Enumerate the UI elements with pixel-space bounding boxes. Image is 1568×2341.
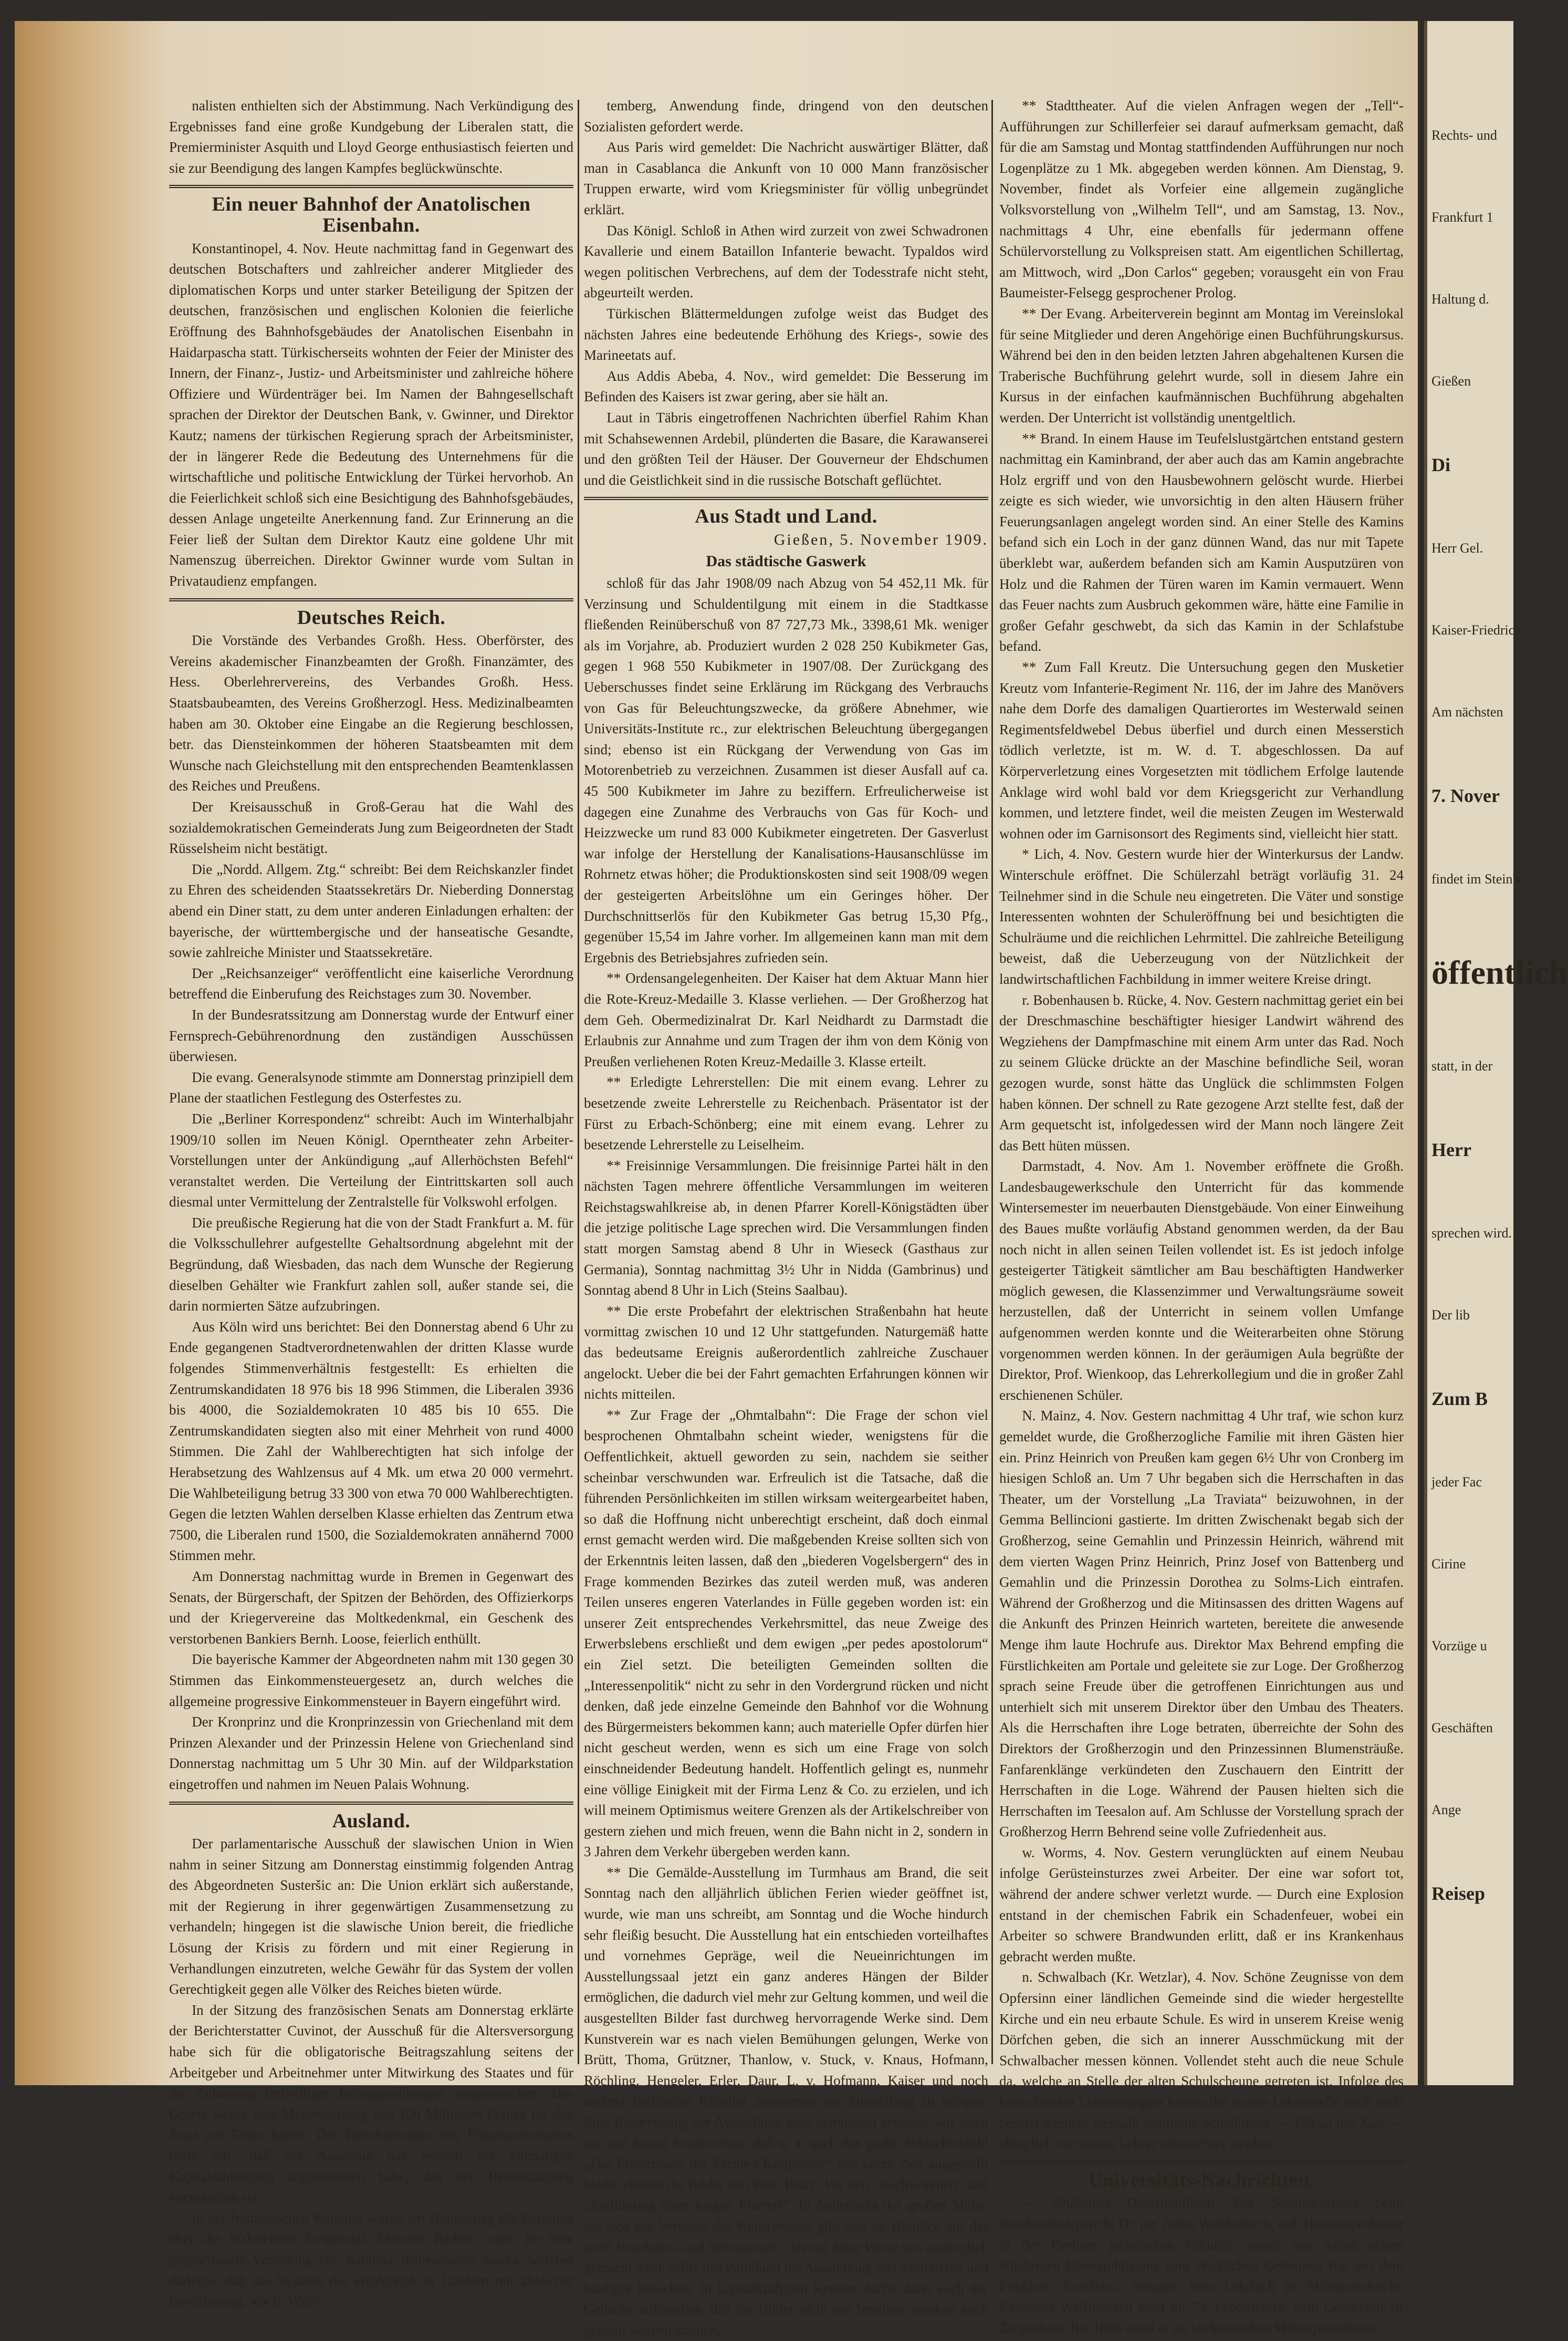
adjacent-page-fragment: Herr	[1431, 1139, 1471, 1160]
article-paragraph: Die evang. Generalsynode stimmte am Donnerstag prinzipiell dem Plane der staatlichen Festlegung des Osterfestes zu.	[169, 1069, 573, 1106]
article-paragraph: ** Der Evang. Arbeiterverein beginnt am Montag im Vereinslokal für seine Mitglieder und deren Angehörige einen Buchführungskursus. Während bei den in den beiden letzten Jahren abgehaltenen Kursen die Traberische Buchführung gelehrt wurde, soll in diesem Jahre ein Kursus in der einfachen kaufmännischen Buchführung abgehalten werden. Der Unterricht ist vollständig unentgeltlich.	[999, 305, 1404, 425]
article-paragraph: Das Königl. Schloß in Athen wird zurzeit von zwei Schwadronen Kavallerie und einem Bataillon Infanterie bewacht. Typaldos wird wegen politischen Verbrechens, auf dem der Todesstrafe nicht steht, abgeurteilt werden.	[584, 222, 988, 301]
adjacent-page-fragment: Zum B	[1431, 1388, 1488, 1409]
article-paragraph: ** Ordensangelegenheiten. Der Kaiser hat dem Aktuar Mann hier die Rote-Kreuz-Medaille 3. Klasse verliehen. — Der Großherzog hat dem Geh. Obermedizinalrat Dr. Karl Neidhardt zu Darmstadt die Erlaubnis zur Annahme und zum Tragen der ihm von dem König von Preußen verliehenen Roten Kreuz-Medaille 3. Klasse erteilt.	[584, 970, 988, 1069]
section-heading: Aus Stadt und Land.	[695, 505, 877, 528]
adjacent-page-fragment: Ange	[1431, 1802, 1461, 1817]
adjacent-page-fragment: Frankfurt 1	[1431, 210, 1493, 225]
section-heading: Ausland.	[332, 1809, 411, 1832]
article-paragraph: schloß für das Jahr 1908/09 nach Abzug von 54 452,11 Mk. für Verzinsung und Schuldentilgung mit einem in die Stadtkasse fließenden Reinüberschuß von 87 727,73 Mk., 3398,61 Mk. weniger als im Vorjahre, ab. Produziert wurden 2 028 250 Kubikmeter Gas, gegen 1 968 550 Kubikmeter in 1907/08. Der Zurückgang des Ueberschusses findet seine Erklärung im Rückgang des Verbrauchs von Gas für Beleuchtungszwecke, da größere Abnehmer, wie Universitäts-Institute rc., zur elektrischen Beleuchtung übergegangen sind; ebenso ist ein Rückgang der Verwendung von Gas im Motorenbetrieb zu verzeichnen. Zusammen ist dieser Ausfall auf ca. 45 500 Kubikmeter im Jahre zu beziffern. Erfreulicherweise ist dagegen eine Zunahme des Verbrauchs von Gas für Koch- und Heizzwecke um rund 83 000 Kubikmeter eingetreten. Der Gasverlust war infolge der Herstellung der Kanalisations-Hausanschlüsse im Rohrnetz etwas höher; die Produktionskosten sind seit 1908/09 wegen der gesteigerten Arbeitslöhne um ein Geringes höher. Der Durchschnittserlös für den Kubikmeter Gas betrug 15,30 Pfg., gegenüber 15,54 im Jahre vorher. Im allgemeinen kann man mit dem Ergebnis des Betriebsjahres zufrieden sein.	[584, 575, 988, 965]
article-paragraph: Die „Nordd. Allgem. Ztg.“ schreibt: Bei dem Reichskanzler findet zu Ehren des scheidenden Staatssekretärs Dr. Nieberding Donnerstag abend ein Diner statt, zu dem unter anderen Einladungen erhalten: der bayerische, der württembergische und der hanseatische Gesandte, sowie zahlreiche Minister und Staatssekretäre.	[169, 861, 573, 961]
adjacent-page-fragment: Geschäften	[1431, 1720, 1493, 1735]
adjacent-page-fragment: Vorzüge u	[1431, 1638, 1487, 1653]
adjacent-page-fragment: sprechen wird.	[1431, 1225, 1512, 1241]
article-paragraph: In der französischen Kammer wurde am Donnerstag die Beratung über die Wahlreform fortgesetzt. Mehrere Redner traten für eine proportionale Vertretung ein, darunter insbesondere Jaurès, welcher darlegte, daß das System, das erfolgreich in Ländern mit ähnlicher Bevölkerung, wie in Würt-	[169, 2210, 573, 2309]
column-divider	[991, 100, 993, 2064]
article-paragraph: ** Stadttheater. Auf die vielen Anfragen wegen der „Tell“-Aufführungen zur Schillerfeier sei darauf aufmerksam gemacht, daß für die am Samstag und Montag stattfindenden Aufführungen nur noch Logenplätze zu 1 Mk. abgegeben werden können. Am Dienstag, 9. November, findet als Vorfeier eine allgemein zugängliche Volksvorstellung von „Wilhelm Tell“, und am Samstag, 13. Nov., nachmittags 4 Uhr, eine ebenfalls für jedermann offene Schülervorstellung zu Volkspreisen statt. Am eigentlichen Schillertag, am Mittwoch, wird „Don Carlos“ gegeben; vorausgeht ein von Frau Baumeister-Felsegg gesprochener Prolog.	[999, 98, 1404, 301]
column-divider	[578, 100, 579, 2064]
adjacent-page-fragment: Kaiser-Friedrich	[1431, 622, 1522, 638]
article-paragraph: nalisten enthielten sich der Abstimmung. Nach Verkündigung des Ergebnisses fand eine große Kundgebung der Liberalen statt, die Premierminister Asquith und Lloyd George enthusiastisch feierten und sie zur Beendigung des langen Kampfes beglückwünschte.	[169, 98, 573, 176]
article-paragraph: Türkischen Blättermeldungen zufolge weist das Budget des nächsten Jahres eine bedeutende Erhöhung des Kriegs-, sowie des Marineetats auf.	[584, 305, 988, 363]
article-paragraph: Die Vorstände des Verbandes Großh. Hess. Oberförster, des Vereins akademischer Finanzbeamten der Großh. Finanzämter, des Hess. Oberlehrervereins, des Verbandes Großh. Hess. Staatsbaubeamten, des Vereins Großherzogl. Hess. Medizinalbeamten haben am 30. Oktober eine Eingabe an die Regierung beschlossen, betr. das Diensteinkommen der höheren Staatsbeamten mit dem Wunsche nach Gleichstellung mit den entsprechenden Beamtenklassen des Reiches und Preußens.	[169, 632, 573, 794]
column-1	[169, 96, 573, 2312]
adjacent-page-fragment: Haltung d.	[1431, 292, 1489, 307]
article-paragraph: w. Worms, 4. Nov. Gestern verunglückten auf einem Neubau infolge Gerüsteinsturzes zwei Arbeiter. Der eine war sofort tot, während der andere schwer verletzt wurde. — Durch eine Explosion entstand in der chemischen Fabrik ein Schadenfeuer, wobei ein Arbeiter so schwere Brandwunden erlitt, daß er ins Krankenhaus gebracht werden mußte.	[999, 1844, 1404, 1964]
article-paragraph: n. Schwalbach (Kr. Wetzlar), 4. Nov. Schöne Zeugnisse von dem Opfersinn einer ländlichen Gemeinde sind die wieder hergestellte Kirche und ein neu erbaute Schule. Es wird in unserem Kreise wenig Dörfchen geben, die sich an innerer Ausschmückung mit der Schwalbacher messen können. Vollendet steht auch die neue Schule da, welche an Stelle der alten Schulscheune getreten ist. Infolge des herrschenden Lehrermangels konnte die zweite Lehrerstelle noch nicht besetzt werden, weshalb sämtliche Schulkinder — 130 an der Zahl — alltäglich von einem Lehrer unterrichtet werden.	[999, 1969, 1404, 2152]
article-paragraph: ** Zum Fall Kreutz. Die Untersuchung gegen den Musketier Kreutz vom Infanterie-Regiment Nr. 116, der im Jahre des Manövers nahe dem Dorfe des damaligen Quartierortes im Westerwald seinen Regimentsfeldwebel Debus überfiel und durch einen Messerstich tödlich verletzte, ist m. W. d. T. abgeschlossen. Da auf Körperverletzung eines Vorgesetzten mit tödlichem Erfolge lautende Anklage wird wohl bald vor dem Kriegsgericht zur Verhandlung kommen, und letztere findet, weil die meisten Zeugen im Westerwald wohnen oder im Garnisonsort des Regiments sind, vielleicht hier statt.	[999, 659, 1404, 841]
article-paragraph: Aus Addis Abeba, 4. Nov., wird gemeldet: Die Besserung im Befinden des Kaisers ist zwar gering, aber sie hält an.	[584, 368, 988, 405]
adjacent-page-fragment: findet im Stein's	[1431, 871, 1521, 887]
article-paragraph: Laut in Täbris eingetroffenen Nachrichten überfiel Rahim Khan mit Schahsewennen Ardebil, plünderten die Basare, die Karawanserei und den größten Teil der Häuser. Der Gouverneur der Ehdschumen und die Geistlichkeit sind in die russische Botschaft geflüchtet.	[584, 409, 988, 488]
section-heading: Ein neuer Bahnhof der Anatolischen Eisenbahn.	[212, 193, 531, 236]
adjacent-page-fragment: Der lib	[1431, 1307, 1470, 1323]
section-divider	[584, 497, 988, 500]
section-divider	[169, 598, 573, 601]
section-divider	[999, 2161, 1404, 2164]
adjacent-page-fragment: jeder Fac	[1431, 1474, 1482, 1490]
column-3	[999, 96, 1404, 2339]
adjacent-page-edge	[1424, 21, 1568, 2085]
article-paragraph: ** Freisinnige Versammlungen. Die freisinnige Partei hält in den nächsten Tagen mehrere öffentliche Versammlungen im weiteren Reichstagswahlkreise ab, in denen Pfarrer Korell-Königstädten über die jetzige politische Lage sprechen wird. Die Versammlungen finden statt morgen Samstag abend 8 Uhr in Wieseck (Gasthaus zur Germania), Sonntag nachmittag 3½ Uhr in Nidda (Gambrinus) und Sonntag abend 8 Uhr in Lich (Steins Saalbau).	[584, 1157, 988, 1298]
adjacent-page-fragment: Gießen	[1431, 373, 1471, 389]
article-paragraph: ** Erledigte Lehrerstellen: Die mit einem evang. Lehrer zu besetzende zweite Lehrerstelle zu Reichenbach. Präsentator ist der Fürst zu Erbach-Schönberg; eine mit einem evang. Lehrer zu besetzende Lehrerstelle zu Leiselheim.	[584, 1074, 988, 1153]
adjacent-page-fragment: Am nächsten	[1431, 704, 1503, 720]
article-paragraph: Der „Reichsanzeiger“ veröffentlicht eine kaiserliche Verordnung betreffend die Einberufung des Reichstages zum 30. November.	[169, 965, 573, 1002]
article-paragraph: ** Die erste Probefahrt der elektrischen Straßenbahn hat heute vormittag zwischen 10 und 12 Uhr stattgefunden. Naturgemäß hatte das bedeutsame Ereignis außerordentlich zahlreiche Zuschauer angelockt. Ueber die bei der Fahrt gemachten Erfahrungen können wir nichts mitteilen.	[584, 1303, 988, 1402]
article-paragraph: Der parlamentarische Ausschuß der slawischen Union in Wien nahm in seiner Sitzung am Donnerstag einstimmig folgenden Antrag des Abgeordneten Susteršic an: Die Union erklärt sich außerstande, mit der Regierung in ihrer gegenwärtigen Zusammensetzung zu verhandeln; hingegen ist die slawische Union bereit, die friedliche Lösung der Krisis zu fördern und mit einer Regierung in Verhandlungen einzutreten, welche Gewähr für das System der vollen Gerechtigkeit gegen alle Völker des Reiches bieten würde.	[169, 1836, 573, 1997]
article-paragraph: Darmstadt, 4. Nov. Am 1. November eröffnete die Großh. Landesbaugewerkschule den Unterricht für das kommende Wintersemester im neuerbauten Dienstgebäude. Von einer Einweihung des Baues mußte vorläufig Abstand genommen werden, da der Bau noch nicht in allen seinen Teilen vollendet ist. Es ist jedoch infolge gesteigerter Tätigkeit sämtlicher am Bau beschäftigten Handwerker möglich gewesen, die Klassenzimmer und Verwaltungsräume soweit herzustellen, daß der Unterricht in seinem vollen Umfange aufgenommen werden konnte und die Weiterarbeiten ohne Störung vorgenommen werden können. In der geräumigen Aula begrüßte der Direktor, Prof. Wienkoop, das Lehrerkollegium und die in großer Zahl erschienenen Schüler.	[999, 1158, 1404, 1403]
article-paragraph: Konstantinopel, 4. Nov. Heute nachmittag fand in Gegenwart des deutschen Botschafters und zahlreicher anderer Mitglieder des diplomatischen Korps und unter starker Beteiligung der Spitzen der deutschen, französischen und englischen Kolonien die feierliche Eröffnung des Bahnhofsgebäudes der Anatolischen Eisenbahn in Haidarpascha statt. Türkischerseits wohnten der Feier der Minister des Innern, der Finanz-, Justiz- und Arbeitsminister und zahlreiche höhere Offiziere und Würdenträger bei. Im Namen der Bahngesellschaft sprachen der Direktor der Deutschen Bank, v. Gwinner, und Direktor Kautz; namens der türkischen Regierung sprach der Arbeitsminister, der in längerer Rede die Bedeutung des Unternehmens für die wirtschaftliche und politische Entwicklung der Türkei hervorhob. An die Feierlichkeit schloß sich eine Besichtigung des Bahnhofsgebäudes, dessen Anlage ungeteilte Anerkennung fand. Zur Erinnerung an die Feier ließ der Sultan dem Direktor Kautz eine goldene Uhr mit Namenszug überreichen. Direktor Gwinner wurde vom Sultan in Privataudienz empfangen.	[169, 240, 573, 589]
adjacent-page-fragment: öffentlich	[1431, 954, 1568, 991]
article-paragraph: Der Kreisausschuß in Groß-Gerau hat die Wahl des sozialdemokratischen Gemeinderats Jung zum Beigeordneten der Stadt Rüsselsheim nicht bestätigt.	[169, 799, 573, 857]
article-paragraph: Aus Köln wird uns berichtet: Bei den Donnerstag abend 6 Uhr zu Ende gegangenen Stadtverordnetenwahlen der dritten Klasse wurde folgendes Stimmenverhältnis festgestellt: Es erhielten die Zentrumskandidaten 18 976 bis 18 996 Stimmen, die Liberalen 3936 bis 4000, die Sozialdemokraten 10 485 bis 10 655. Die Zentrumskandidaten siegten also mit einer Mehrheit von rund 4000 Stimmen. Die Zahl der Wahlberechtigten hat sich infolge der Herabsetzung des Wahlzensus auf 4 Mk. um etwa 20 000 vermehrt. Die Wahlbeteiligung betrug 33 300 von etwa 70 000 Wahlberechtigten. Gegen die letzten Wahlen derselben Klasse erhielten das Zentrum etwa 7500, die Liberalen rund 1500, die Sozialdemokraten annähernd 7000 Stimmen mehr.	[169, 1318, 573, 1564]
article-paragraph: Der Kronprinz und die Kronprinzessin von Griechenland mit dem Prinzen Alexander und der Prinzessin Helene von Griechenland sind Donnerstag nachmittag um 5 Uhr 30 Min. auf der Wildparkstation eingetroffen und nahmen im Neuen Palais Wohnung.	[169, 1714, 573, 1792]
article-paragraph: In der Bundesratssitzung am Donnerstag wurde der Entwurf einer Fernsprech-Gebührenordnung den zuständigen Ausschüssen überwiesen.	[169, 1006, 573, 1065]
article-paragraph: Die „Berliner Korrespondenz“ schreibt: Auch im Winterhalbjahr 1909/10 sollen im Neuen Königl. Operntheater zehn Arbeiter-Vorstellungen unter der Ankündigung „auf Allerhöchsten Befehl“ veranstaltet werden. Die Verteilung der Eintrittskarten soll auch diesmal unter Vermittelung der Zentralstelle für Volkswohl erfolgen.	[169, 1110, 573, 1210]
article-paragraph: In der Sitzung des französischen Senats am Donnerstag erklärte der Berichterstatter Cuvinot, der Ausschuß für die Altersversorgung habe sich für die obligatorische Beitragszahlung seitens der Arbeitgeber und Arbeitnehmer unter Mitwirkung des Staates und für die Zulassung freiwilliger Beitragszahlungen ausgesprochen. Das Gesetz werde eine Mehrbelastung von 100 Millionen Franks für den Staat zur Folge haben. Der Berichterstatter des Finanzausschusses teilte mit, daß der Ausschuß das System der einmaligen Kapitalsabfindung angenommen habe, das der Rentenzahlung vorzuziehen sei.	[169, 2002, 573, 2205]
adjacent-page-fragment: Herr Gel.	[1431, 540, 1483, 556]
article-paragraph: ** Die Gemälde-Ausstellung im Turmhaus am Brand, die seit Sonntag nach den alljährlich üblichen Ferien wieder geöffnet ist, wurde, wie man uns schreibt, am Sonntag und die Woche hindurch sehr fleißig besucht. Die Ausstellung hat ein entschieden vorteilhaftes und vornehmes Gepräge, weil die Neueinrichtungen im Ausstellungssaal jetzt ein ganz anderes Hängen der Bilder ermöglichen, die dadurch viel mehr zur Geltung kommen, und weil die ausgestellten Bilder fast durchweg hervorragende Werke sind. Dem Kunstverein war es nach vielen Bemühungen gelungen, Werke von Brütt, Thoma, Grützner, Thanlow, v. Stuck, v. Knaus, Hofmann, Röchling, Hengeler, Erler, Daur, L. v. Hofmann, Kaiser und noch anderer berühmter Künstler zusammen zur Ausstellung zu bringen. Eine Besprechung der Ausstellung wird demnächst erfolgen, wir seien nur auf darauf hingewiesen, daß u. a. auch das große Schlachtenbild „Die Erstürmung der Ferme-Champenois“ nur kurze Zeit ausgestellt bleibt, ebenso die Bilder von Prof. Brütt „Vor den Geschworenen“ und „Einführung eines jungen Pfarrers“. In Anbetracht der großen Mühe, die sich der Vorstand des Kunstvereins gibt und im Hinblick auf das recht Beachtens- und Sehenswerte, das auf diese Weise uns zugänglich gemacht wird, sollte das Publikum die Ausstellung viel zahlreicher und häufiger besuchen. In kapitalkräftigen Kreisen dürfte dann auch der Gedanke auftauchen, daß die Bilder nicht nur besehen, sondern auch gekauft werden können.	[584, 1864, 988, 2338]
adjacent-page-fragment: Cirine	[1431, 1556, 1466, 1572]
article-paragraph: ** Brand. In einem Hause im Teufelslustgärtchen entstand gestern nachmittag ein Kaminbrand, der aber auch das am Kamin angebrachte Holz ergriff und von den Hausbewohnern gelöscht wurde. Hierbei zeigte es sich wieder, wie unvorsichtig in den alten Häusern früher Feuerungsanlagen angelegt worden sind. An einer Stelle des Kamins befand sich ein Loch in der ganz dünnen Wand, das nur mit Tapete überklebt war, außerdem befanden sich am Kamin Ausputzüren von Holz und die Rahmen der Türen waren im Kamin vermauert. Wenn das Feuer nachts zum Ausbruch gekommen wäre, hätte eine Familie in großer Gefahr geschwebt, da sich das Kamin in der Schlafstube befand.	[999, 430, 1404, 654]
article-paragraph: * Lich, 4. Nov. Gestern wurde hier der Winterkursus der Landw. Winterschule eröffnet. Die Schülerzahl beträgt vorläufig 31. 24 Teilnehmer sind in die Schule neu eingetreten. Die Väter und sonstige Interessenten wohnten der Schuleröffnung bei und besichtigten die Schulräume und die reichlichen Lehrmittel. Die zahlreiche Beteiligung beweist, daß die Ueberzeugung von der Nützlichkeit der landwirtschaftlichen Fachbildung in immer weitere Kreise dringt.	[999, 846, 1404, 987]
article-heading: Das städtische Gaswerk	[706, 553, 866, 570]
adjacent-page-fragment: Di	[1431, 454, 1450, 475]
article-paragraph: Aus Paris wird gemeldet: Die Nachricht auswärtiger Blätter, daß man in Casablanca die Ankunft von 10 000 Mann französischer Truppen erwarte, wird vom Kriegsminister für völlig unbegründet erklärt.	[584, 139, 988, 217]
article-paragraph: Die bayerische Kammer der Abgeordneten nahm mit 130 gegen 30 Stimmen das Einkommensteuergesetz an, durch welches die allgemeine progressive Einkommensteuer in Bayern eingeführt wird.	[169, 1651, 573, 1709]
adjacent-page-fragment: Reisep	[1431, 1883, 1485, 1904]
section-divider	[169, 1802, 573, 1805]
article-paragraph: N. Mainz, 4. Nov. Gestern nachmittag 4 Uhr traf, wie schon kurz gemeldet wurde, die Großherzogliche Familie mit ihren Gästen hier ein. Prinz Heinrich von Preußen kam gegen 6½ Uhr von Cronberg im hiesigen Schloß an. Um 7 Uhr begaben sich die Herrschaften in das Theater, um der Vorstellung „La Traviata“ beizuwohnen, in der Gemma Bellincioni gastierte. Im dritten Zwischenakt begab sich der Großherzog, seine Gemahlin und Prinzessin Heinrich, während mit dem vierten Wagen Prinz Heinrich, Prinz Josef von Battenberg und Gemahlin und die Prinzessin Dorothea zu Solms-Lich eintrafen. Während der Großherzog und die Mitinsassen des dritten Wagens auf die Ankunft des Prinzen Heinrich warteten, bereitete die anwesende Menge ihm laute Hochrufe aus. Direktor Max Behrend empfing die Fürstlichkeiten am Portale und geleitete sie zur Loge. Der Großherzog sprach seine Freude über die getroffenen Einrichtungen aus und unterhielt sich mit unserem Direktor über den Umbau des Theaters. Als die Herrschaften ihre Loge betraten, überreichte der Sohn des Direktors der Großherzogin und den Prinzessinnen Blumensträuße. Fanfarenklänge verkündeten den Zuschauern den Eintritt der Herrschaften in die Loge. Während der Pausen hielten sich die Herrschaften im Teesalon auf. Am Schlusse der Vorstellung sprach der Großherzog Herrn Behrend seine volle Zufriedenheit aus.	[999, 1408, 1404, 1840]
section-heading: Deutsches Reich.	[297, 606, 446, 629]
article-paragraph: — 50jähriges Dienstjubiläum. Der Senatspräsident beim Reichsmilitärgericht Dr. jur. Julius Weiffenbach, ord. Honorarprofessor in der Berliner juristischen Fakultät, wurde aus Anlaß seines 50jährigen Dienstjubiläums zum Wirklichen Geheimen Rat mit dem Prädikat „Exzellenz“ ernannt. Sein Lehrfach ist Militärstrafrecht. Exzellenz Weiffenbach steht im 73. Lebensjahre. Sein Geburtsort ist Ziegenhain. Bis 1866 stand er im kurhessischen Militärjustizdienst.	[999, 2195, 1404, 2336]
article-paragraph: ** Zur Frage der „Ohmtalbahn“: Die Frage der schon viel besprochenen Ohmtalbahn scheint wieder, wenigstens für die Oeffentlichkeit, aktuell geworden zu sein, nachdem sie seither scheinbar verschwunden war. Erfreulich ist die Tatsache, daß die führenden Persönlichkeiten im stillen wirksam weitergearbeitet haben, so daß die Hoffnung nicht unberechtigt erscheint, daß doch einmal ernst gemacht werden wird. Die maßgebenden Kreise sollten sich von der Erkenntnis leiten lassen, daß den „biederen Vogelsbergern“ des in Frage kommenden Bezirkes das zuteil werden muß, was anderen Teilen unseres engeren Vaterlandes in Fülle gegeben worden ist: ein unserer Zeit entsprechendes Verkehrsmittel, das neue Zweige des Erwerbslebens erschließt und dem ewigen „per pedes apostolorum“ ein Ziel setzt. Die beteiligten Gemeinden sollten die „Interessenpolitik“ nicht zu sehr in den Vordergrund rücken und nicht denken, daß jede einzelne Gemeinde den Bahnhof vor die Wohnung des Bürgermeisters bekommen kann; auch materielle Opfer dürfen hier nicht gescheut werden, wenn es sich um eine Frage von solch einschneidender Bedeutung handelt. Hoffentlich gelingt es, nunmehr eine völlige Einigkeit mit der Firma Lenz & Co. zu erzielen, und ich will meinem Optimismus weitere Grenzen als der Artikelschreiber von gestern ziehen und mich freuen, wenn die Bahn nicht in 2, sondern in 3 Jahren dem Verkehr übergeben werden kann.	[584, 1407, 988, 1860]
section-divider	[169, 185, 573, 188]
article-paragraph: temberg, Anwendung finde, dringend von den deutschen Sozialisten gefordert werde.	[584, 98, 988, 134]
section-heading: Universitäts-Nachrichten.	[1088, 2169, 1315, 2191]
article-paragraph: r. Bobenhausen b. Rücke, 4. Nov. Gestern nachmittag geriet ein bei der Dreschmaschine beschäftigter hiesiger Landwirt während des Wegziehens der Dampfmaschine mit einem Arm unter das Rad. Noch zu seinem Glücke drückte an der Maschine befindliche Seil, woran gezogen wurde, sonst hätte das Unglück die schlimmsten Folgen haben können. Der schnell zu Rate gezogene Arzt stellte fest, daß der Arm gequetscht ist, infolgedessen wird der Mann noch längere Zeit das Bett hüten müssen.	[999, 992, 1404, 1153]
article-paragraph: Die preußische Regierung hat die von der Stadt Frankfurt a. M. für die Volksschullehrer aufgestellte Gehaltsordnung abgelehnt mit der Begründung, daß Wiesbaden, das nach dem Wunsche der Regierung dieselben Gehälter wie Frankfurt zahlen soll, außer stande sei, die darin normierten Sätze aufzubringen.	[169, 1214, 573, 1314]
column-2	[584, 96, 988, 2341]
adjacent-page-fragment: 7. Nover	[1431, 785, 1500, 806]
dateline: Gießen, 5. November 1909.	[773, 530, 988, 548]
article-paragraph: Am Donnerstag nachmittag wurde in Bremen in Gegenwart des Senats, der Bürgerschaft, der Spitzen der Behörden, des Offizierkorps und der Kriegervereine das Moltkedenkmal, ein Geschenk des verstorbenen Bankiers Bernh. Loose, feierlich enthüllt.	[169, 1568, 573, 1647]
adjacent-page-fragment: statt, in der	[1431, 1058, 1493, 1074]
adjacent-page-fragment: Rechts- und	[1431, 128, 1497, 143]
